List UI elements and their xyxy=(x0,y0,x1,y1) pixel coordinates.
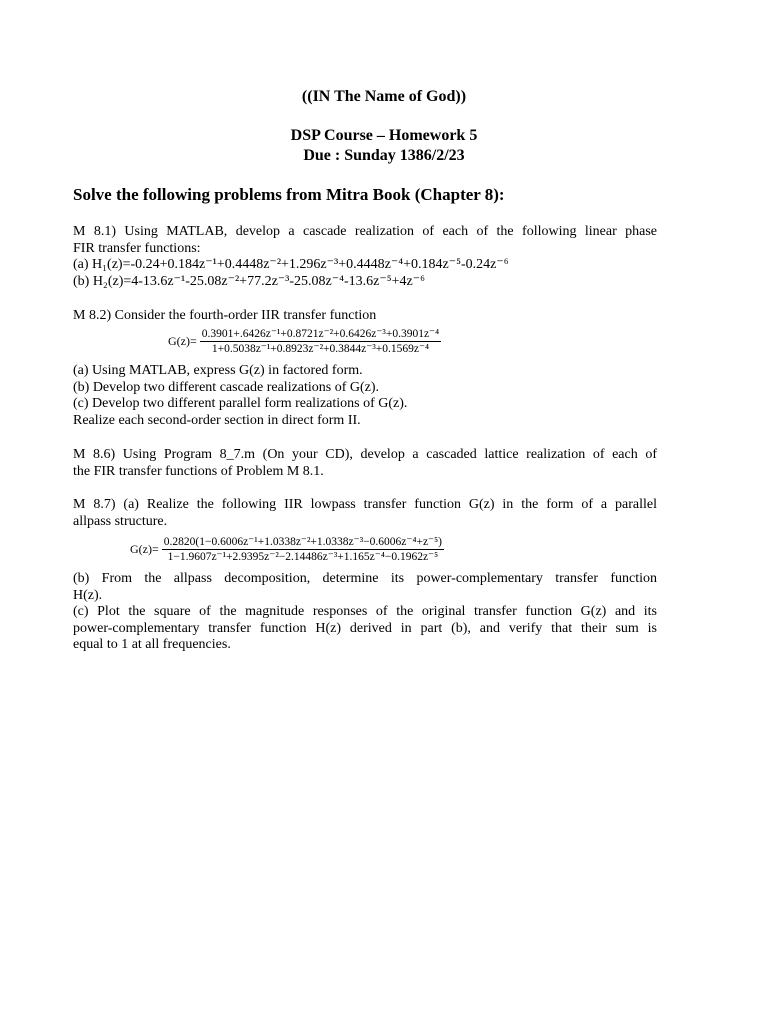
equation-denominator: 1+0.5038z⁻¹+0.8923z⁻²+0.3844z⁻³+0.1569z⁻⁴ xyxy=(211,343,430,355)
problem-8-7-intro xyxy=(73,497,657,530)
course-title: DSP Course – Homework 5 xyxy=(290,127,478,144)
equation-lhs: G(z)= xyxy=(130,542,159,556)
problem-8-7-part-c-line2: power-complementary transfer function H(z) derived in part (b), and verify that their sum is xyxy=(73,620,657,636)
due-date: Due : Sunday 1386/2/23 xyxy=(303,147,465,164)
problem-8-1 xyxy=(73,224,657,290)
problem-8-2-parts xyxy=(73,363,657,429)
problem-8-1-part-b: (b) H₂(z)=4-13.6z⁻¹-25.08z⁻²+77.2z⁻³-25.08z⁻⁴-13.6z⁻⁵+4z⁻⁶ xyxy=(73,273,426,289)
equation-g-fourth-order xyxy=(168,327,441,356)
equation-fraction xyxy=(200,327,441,356)
equation-g-lowpass xyxy=(130,535,444,564)
problem-8-7-line1: M 8.7) (a) Realize the following IIR lowpass transfer function G(z) in the form of a parallel xyxy=(73,497,657,512)
problem-8-1-part-a: (a) H₁(z)=-0.24+0.184z⁻¹+0.4448z⁻²+1.296z⁻³+0.4448z⁻⁴+0.184z⁻⁵-0.24z⁻⁶ xyxy=(73,257,509,272)
problem-8-7-part-c-line1: (c) Plot the square of the magnitude responses of the original transfer function G(z) and its xyxy=(73,604,657,619)
invocation-title: ((IN The Name of God)) xyxy=(301,88,467,105)
problem-8-7-parts xyxy=(73,571,657,654)
problem-8-2-intro-text: M 8.2) Consider the fourth-order IIR transfer function xyxy=(73,308,377,323)
problem-8-2-part-a: (a) Using MATLAB, express G(z) in factored form. xyxy=(73,363,363,378)
equation-numerator: 0.2820(1−0.6006z⁻¹+1.0338z⁻²+1.0338z⁻³−0.6006z⁻⁴+z⁻⁵) xyxy=(163,536,442,548)
problem-8-7-part-b-line2: H(z). xyxy=(73,587,103,603)
problem-8-6 xyxy=(73,447,657,480)
problem-8-2-part-d: Realize each second-order section in direct form II. xyxy=(73,412,361,428)
problem-8-6-line2: the FIR transfer functions of Problem M 8.1. xyxy=(73,463,324,479)
problem-8-2-part-c: (c) Develop two different parallel form realizations of G(z). xyxy=(73,396,408,411)
problem-8-7-line2: allpass structure. xyxy=(73,513,168,529)
problem-8-1-line1: M 8.1) Using MATLAB, develop a cascade realization of each of the following linear phase xyxy=(73,224,657,239)
problem-8-1-line2: FIR transfer functions: xyxy=(73,240,201,256)
equation-lhs: G(z)= xyxy=(168,334,197,348)
equation-fraction xyxy=(162,535,444,564)
problem-8-7-part-c-line3: equal to 1 at all frequencies. xyxy=(73,637,231,652)
instruction-heading: Solve the following problems from Mitra Book (Chapter 8): xyxy=(73,185,505,204)
equation-denominator: 1−1.9607z⁻¹+2.9395z⁻²−2.14486z⁻³+1.165z⁻⁴−0.1962z⁻⁵ xyxy=(167,551,439,563)
problem-8-2-part-b: (b) Develop two different cascade realizations of G(z). xyxy=(73,379,380,395)
problem-8-6-line1: M 8.6) Using Program 8_7.m (On your CD), develop a cascaded lattice realization of each of xyxy=(73,447,657,462)
problem-8-2-intro xyxy=(73,308,657,325)
problem-8-7-part-b-line1: (b) From the allpass decomposition, determine its power-complementary transfer function xyxy=(73,571,657,586)
equation-numerator: 0.3901+.6426z⁻¹+0.8721z⁻²+0.6426z⁻³+0.3901z⁻⁴ xyxy=(201,328,440,340)
